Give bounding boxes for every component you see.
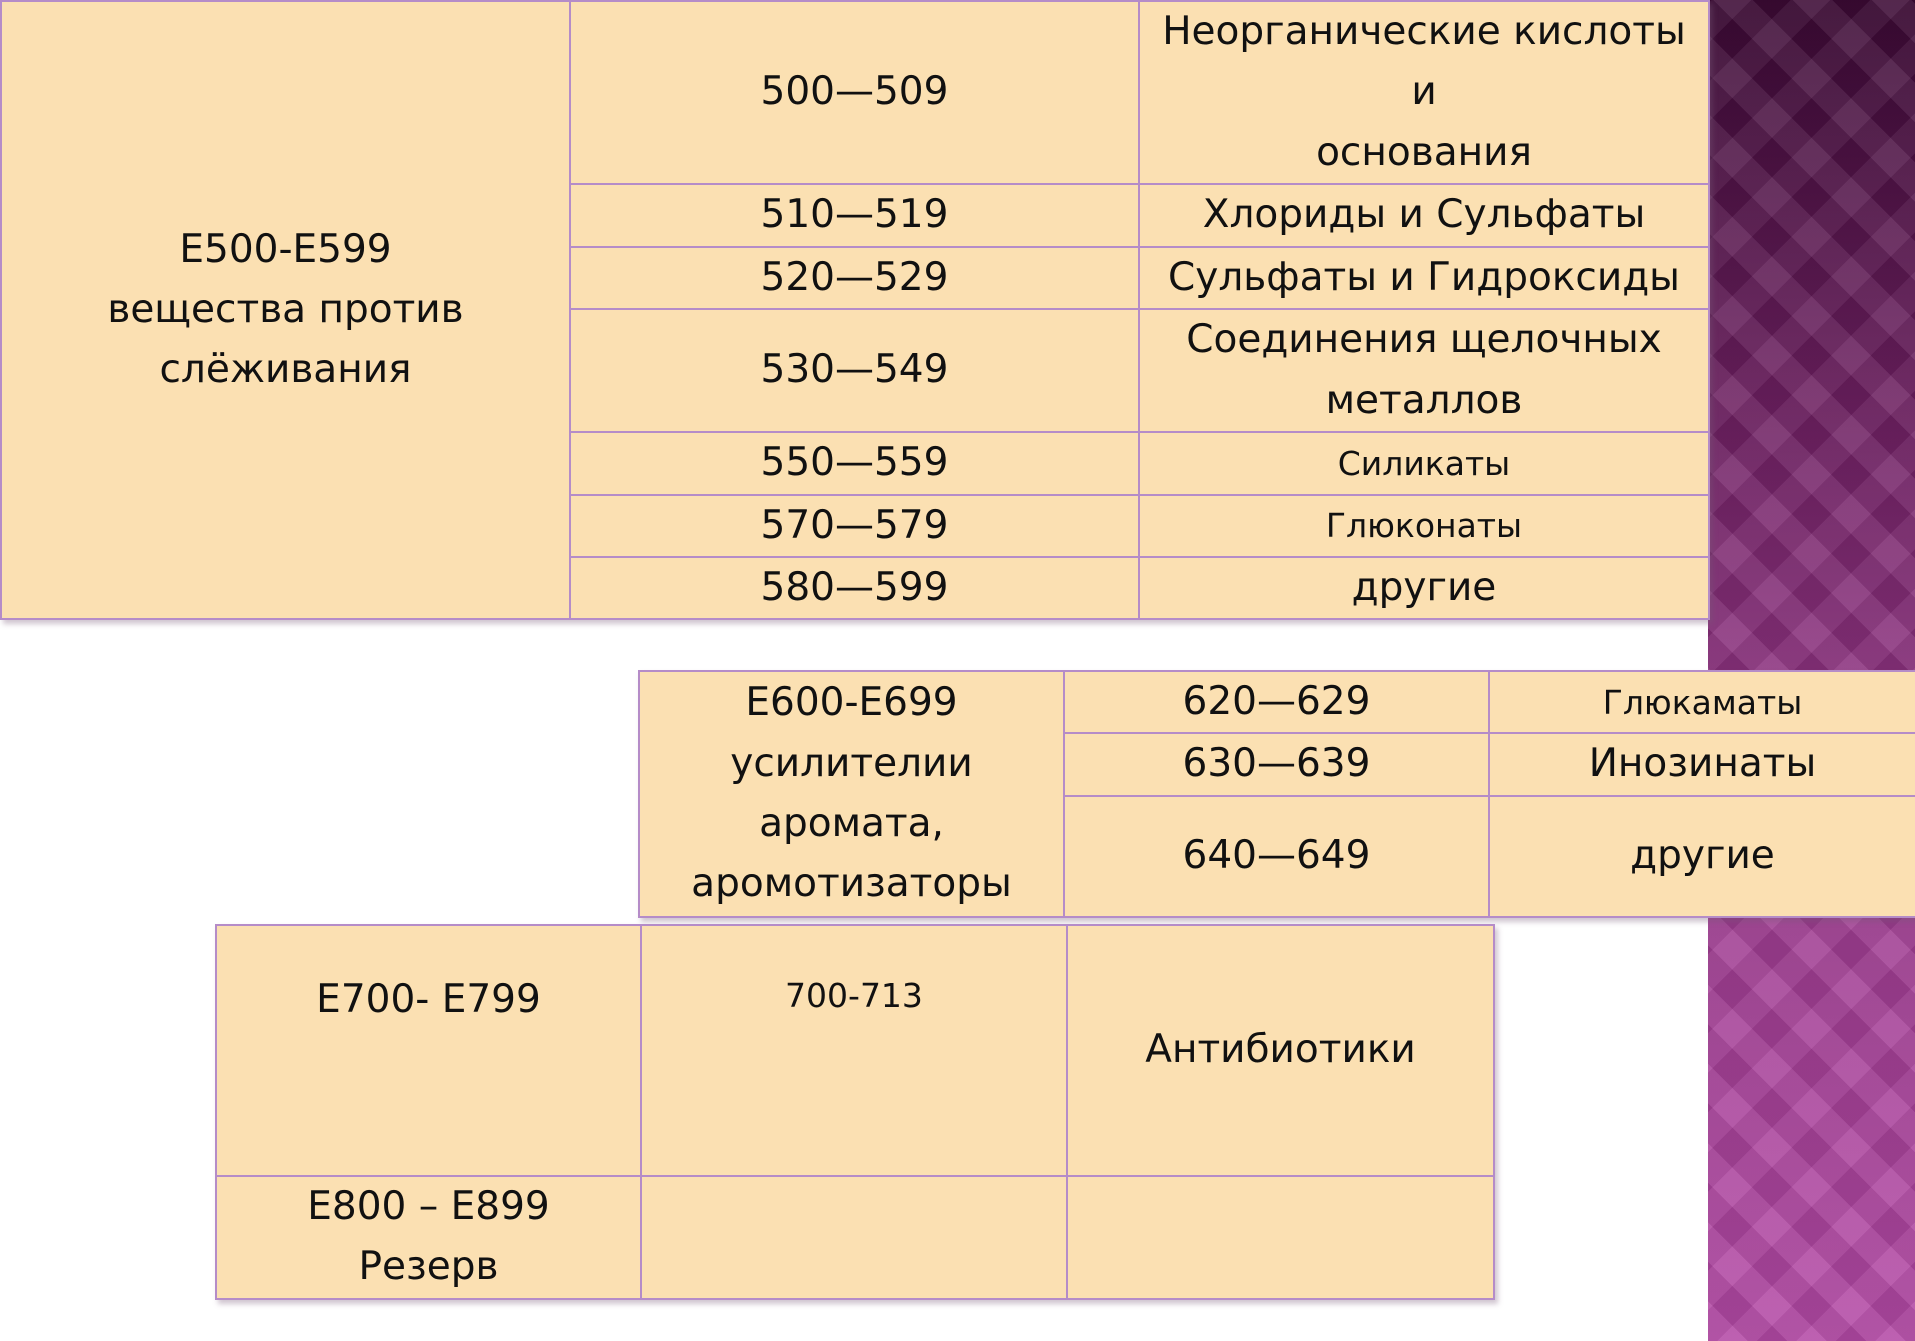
desc-cell: Глюконаты xyxy=(1139,495,1709,557)
group-code: Е800 – Е899 xyxy=(307,1184,550,1229)
range-cell: 700-713 xyxy=(641,925,1067,1176)
group-title: слёживания xyxy=(159,347,412,393)
desc-cell: Хлориды и Сульфаты xyxy=(1139,184,1709,246)
desc-cell: Глюкаматы xyxy=(1489,671,1915,733)
group-code: Е500-Е599 xyxy=(179,226,392,272)
group-title: аромотизаторы xyxy=(691,861,1012,907)
range-cell: 620—629 xyxy=(1064,671,1489,733)
group-code: Е600-Е699 xyxy=(745,680,958,726)
range-cell: 500—509 xyxy=(570,1,1139,184)
desc-cell: Инозинаты xyxy=(1489,733,1915,795)
group-cell-e500 xyxy=(1,1,570,619)
group-code: Е700- Е799 xyxy=(316,977,541,1022)
desc-cell: другие xyxy=(1139,557,1709,619)
range-cell: 630—639 xyxy=(1064,733,1489,795)
desc-line: Неорганические кислоты и xyxy=(1162,9,1686,115)
desc-cell: другие xyxy=(1489,796,1915,917)
group-cell-e700 xyxy=(216,925,641,1176)
range-cell: 570—579 xyxy=(570,495,1139,557)
desc-line: основания xyxy=(1316,129,1532,175)
range-cell: 550—559 xyxy=(570,432,1139,494)
table-e700-e899 xyxy=(215,924,1495,1300)
desc-cell: Сульфаты и Гидроксиды xyxy=(1139,247,1709,309)
range-cell: 530—549 xyxy=(570,309,1139,432)
group-title: вещества против xyxy=(107,286,464,332)
table-row xyxy=(1,1,1709,184)
group-title: усилителии xyxy=(730,740,973,786)
desc-cell xyxy=(1067,1176,1494,1299)
desc-cell: Силикаты xyxy=(1139,432,1709,494)
desc-line: Соединения щелочных xyxy=(1186,317,1662,363)
range-cell: 520—529 xyxy=(570,247,1139,309)
range-cell xyxy=(641,1176,1067,1299)
desc-cell xyxy=(1139,309,1709,432)
group-cell-e600 xyxy=(639,671,1064,917)
table-e500-e599 xyxy=(0,0,1710,620)
desc-line: металлов xyxy=(1325,377,1523,423)
table-row xyxy=(216,1176,1494,1299)
table-row xyxy=(216,925,1494,1176)
desc-cell: Антибиотики xyxy=(1067,925,1494,1176)
group-title: Резерв xyxy=(358,1244,499,1290)
group-title: аромата, xyxy=(759,800,944,846)
table-row xyxy=(639,671,1915,733)
range-cell: 640—649 xyxy=(1064,796,1489,917)
range-cell: 580—599 xyxy=(570,557,1139,619)
table-e600-e699 xyxy=(638,670,1915,918)
range-cell: 510—519 xyxy=(570,184,1139,246)
group-cell-e800 xyxy=(216,1176,641,1299)
desc-cell xyxy=(1139,1,1709,184)
